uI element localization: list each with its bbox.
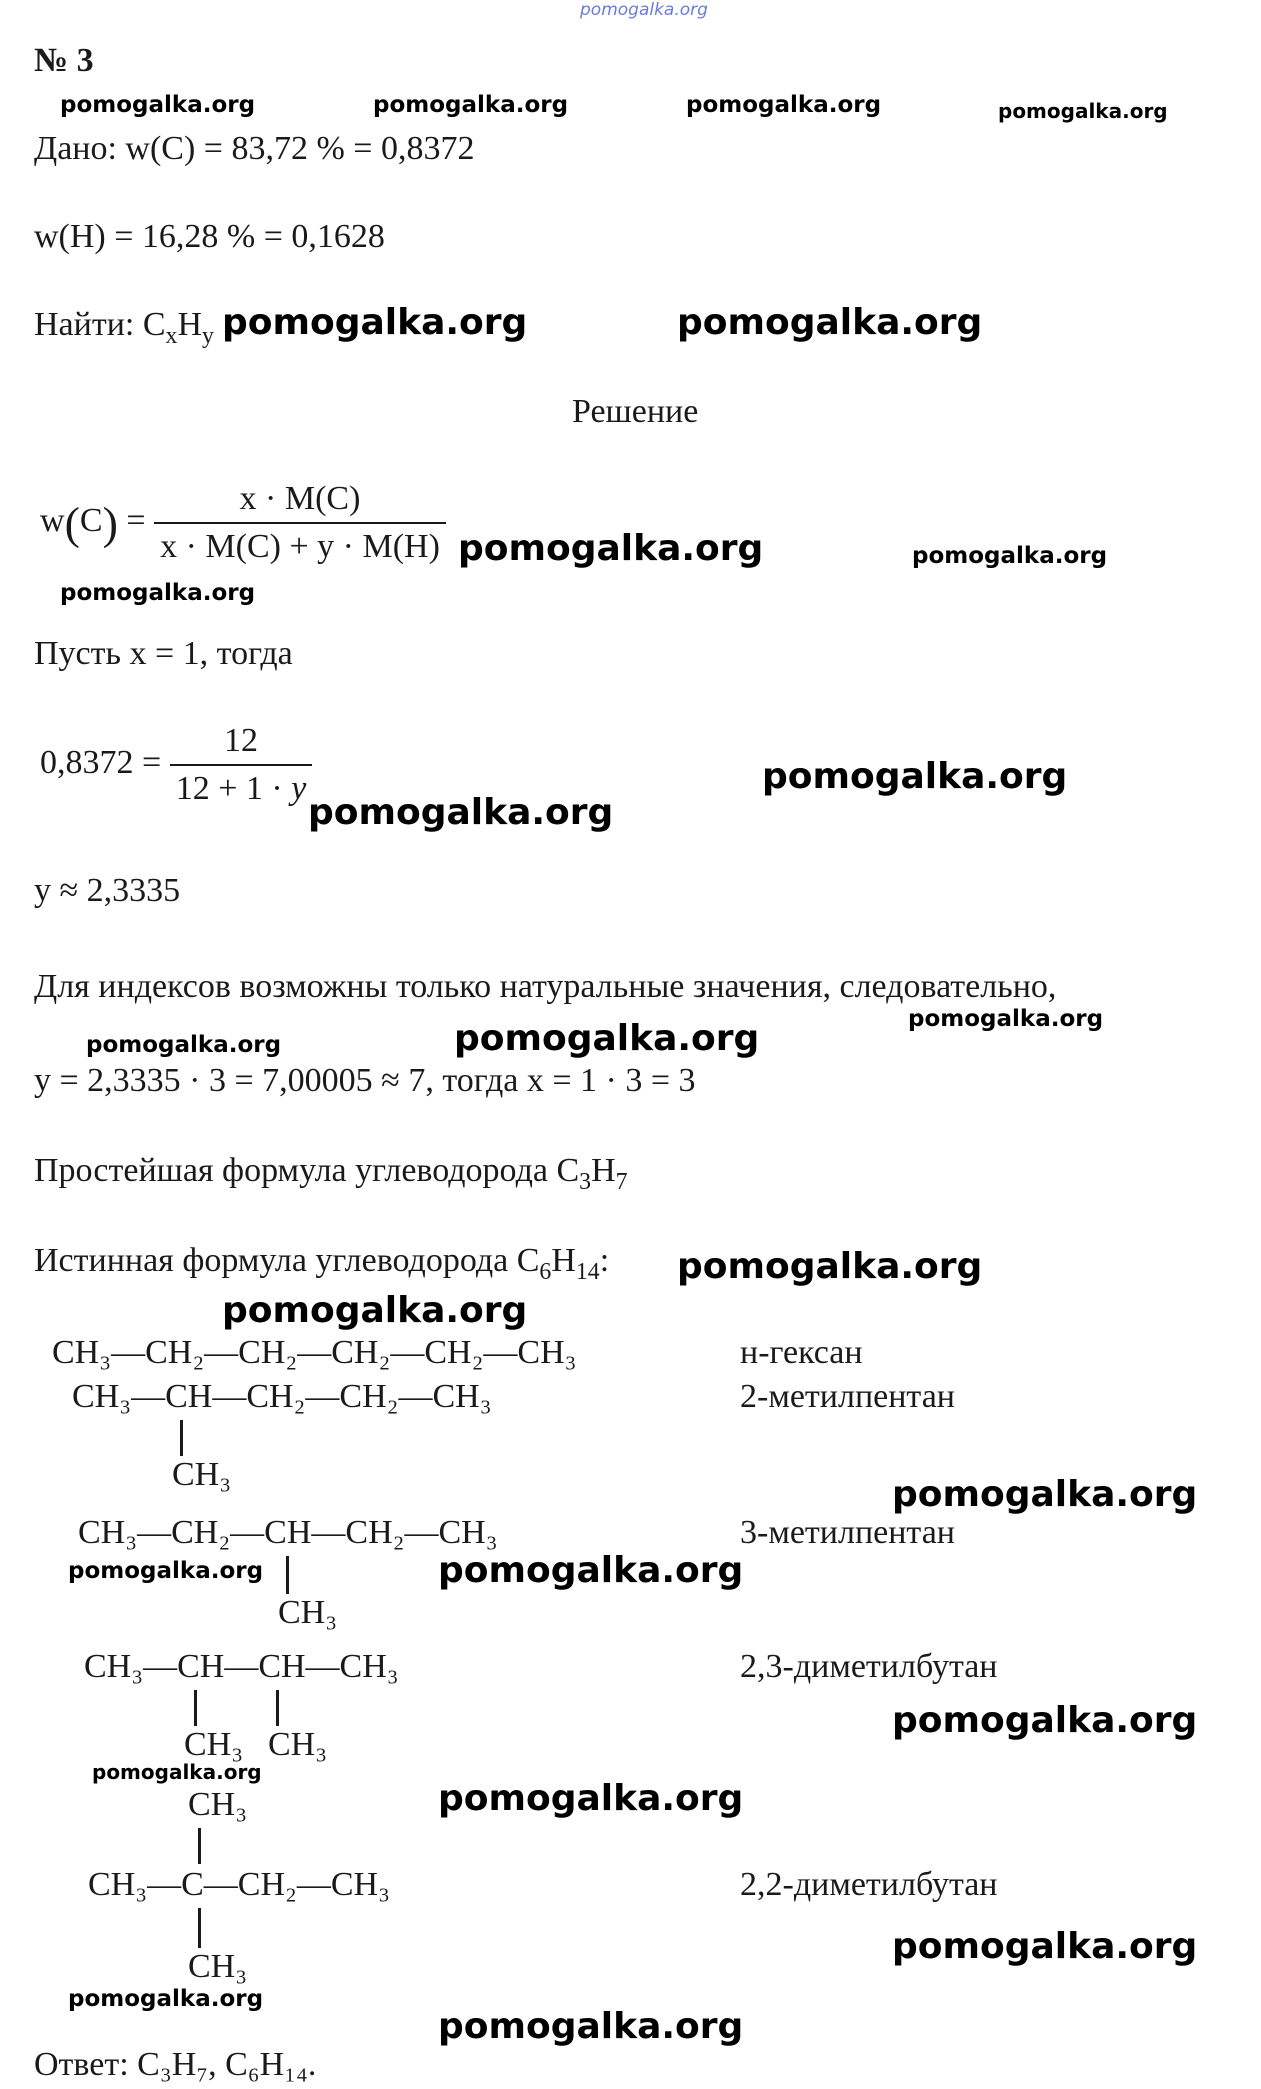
- watermark: pomogalka.org: [86, 1032, 282, 1058]
- bond-line: [194, 1690, 197, 1726]
- watermark: pomogalka.org: [908, 1006, 1104, 1032]
- watermark: pomogalka.org: [308, 792, 614, 833]
- methylpentane3-structure: CH₃—CH₂—CH—CH₂—CH₃: [78, 1514, 498, 1551]
- answer: Ответ: C₃H₇, C₆H₁₄.: [34, 2046, 317, 2083]
- bond-line: [198, 1908, 201, 1948]
- find-label: Найти: C: [34, 306, 166, 343]
- dimethylbutane23-branch-1: CH₃: [184, 1726, 244, 1763]
- watermark: pomogalka.org: [762, 756, 1068, 797]
- bond-line: [276, 1690, 279, 1726]
- problem-number: № 3: [34, 42, 94, 79]
- dimethylbutane22-top: CH₃: [188, 1786, 248, 1823]
- formula-denominator: x · M(C) + y · M(H): [154, 522, 446, 566]
- watermark: pomogalka.org: [438, 1778, 744, 1819]
- formula-close-paren: ): [102, 497, 118, 549]
- watermark: pomogalka.org: [373, 92, 569, 118]
- watermark: pomogalka.org: [68, 1558, 264, 1584]
- y-calculation: y = 2,3335 · 3 = 7,00005 ≈ 7, тогда x = 1 · 3 = 3: [34, 1062, 696, 1099]
- formula2-denominator: 12 + 1 · y: [170, 764, 313, 808]
- simplest-formula: Простейшая формула углеводорода $C_3H_7$: [34, 1152, 628, 1195]
- watermark: pomogalka.org: [892, 1474, 1198, 1515]
- true-formula: Истинная формула углеводорода $C_6H_{14}$:: [34, 1242, 610, 1285]
- find-h: H: [177, 306, 202, 343]
- formula-c: C: [79, 501, 103, 539]
- formula-w: w: [40, 501, 65, 539]
- methylpentane3-name: 3-метилпентан: [740, 1514, 955, 1551]
- formula2-fraction: [170, 722, 313, 808]
- watermark: pomogalka.org: [912, 543, 1108, 569]
- hexane-name: н-гексан: [740, 1334, 863, 1371]
- watermark: pomogalka.org: [60, 580, 256, 606]
- methylpentane3-branch: CH₃: [278, 1594, 338, 1631]
- formula-numerator: x · M(C): [239, 480, 361, 517]
- watermark: pomogalka.org: [454, 1018, 760, 1059]
- formula-open-paren: (: [64, 497, 80, 549]
- solution-title: Решение: [572, 393, 699, 430]
- dimethylbutane23-name: 2,3-диметилбутан: [740, 1648, 998, 1685]
- watermark-top: pomogalka.org: [580, 0, 708, 20]
- y-approx: y ≈ 2,3335: [34, 872, 181, 909]
- watermark: pomogalka.org: [68, 1986, 264, 2012]
- dimethylbutane22-structure: CH₃—C—CH₂—CH₃: [88, 1866, 390, 1903]
- methylpentane2-structure: CH₃—CH—CH₂—CH₂—CH₃: [72, 1378, 492, 1415]
- watermark: pomogalka.org: [438, 2006, 744, 2047]
- given-hydrogen: w(H) = 16,28 % = 0,1628: [34, 218, 385, 255]
- watermark: pomogalka.org: [222, 1290, 528, 1331]
- watermark: pomogalka.org: [438, 1550, 744, 1591]
- formula2-numerator: 12: [223, 722, 258, 759]
- find-line: [34, 306, 214, 350]
- formula2-lhs: 0,8372 =: [40, 743, 162, 781]
- bond-line: [198, 1828, 201, 1864]
- watermark: pomogalka.org: [677, 1246, 983, 1287]
- watermark: pomogalka.org: [458, 528, 764, 569]
- dimethylbutane22-bottom: CH₃: [188, 1948, 248, 1985]
- watermark: pomogalka.org: [92, 1760, 262, 1784]
- natural-values-text: Для индексов возможны только натуральные значения, следовательно,: [34, 968, 1057, 1005]
- dimethylbutane23-structure: CH₃—CH—CH—CH₃: [84, 1648, 399, 1685]
- let-statement: Пусть x = 1, тогда: [34, 635, 293, 672]
- watermark: pomogalka.org: [998, 99, 1168, 123]
- watermark: pomogalka.org: [892, 1700, 1198, 1741]
- hexane-structure: CH₃—CH₂—CH₂—CH₂—CH₂—CH₃: [52, 1334, 577, 1371]
- methylpentane2-name: 2-метилпентан: [740, 1378, 955, 1415]
- mass-fraction-formula: [40, 480, 446, 566]
- methylpentane2-branch: CH₃: [172, 1456, 232, 1493]
- substitution-formula: [40, 722, 312, 808]
- dimethylbutane23-branch-2: CH₃: [268, 1726, 328, 1763]
- watermark: pomogalka.org: [892, 1926, 1198, 1967]
- dimethylbutane22-name: 2,2-диметилбутан: [740, 1866, 998, 1903]
- formula-equals: =: [126, 501, 146, 539]
- given-carbon: Дано: w(C) = 83,72 % = 0,8372: [34, 130, 475, 167]
- bond-line: [286, 1556, 289, 1594]
- watermark: pomogalka.org: [60, 92, 256, 118]
- find-sub-x: x: [165, 322, 178, 349]
- formula-fraction: [154, 480, 446, 566]
- watermark: pomogalka.org: [686, 92, 882, 118]
- bond-line: [180, 1420, 183, 1456]
- find-sub-y: y: [202, 322, 214, 349]
- watermark: pomogalka.org: [677, 302, 983, 343]
- watermark: pomogalka.org: [222, 302, 528, 343]
